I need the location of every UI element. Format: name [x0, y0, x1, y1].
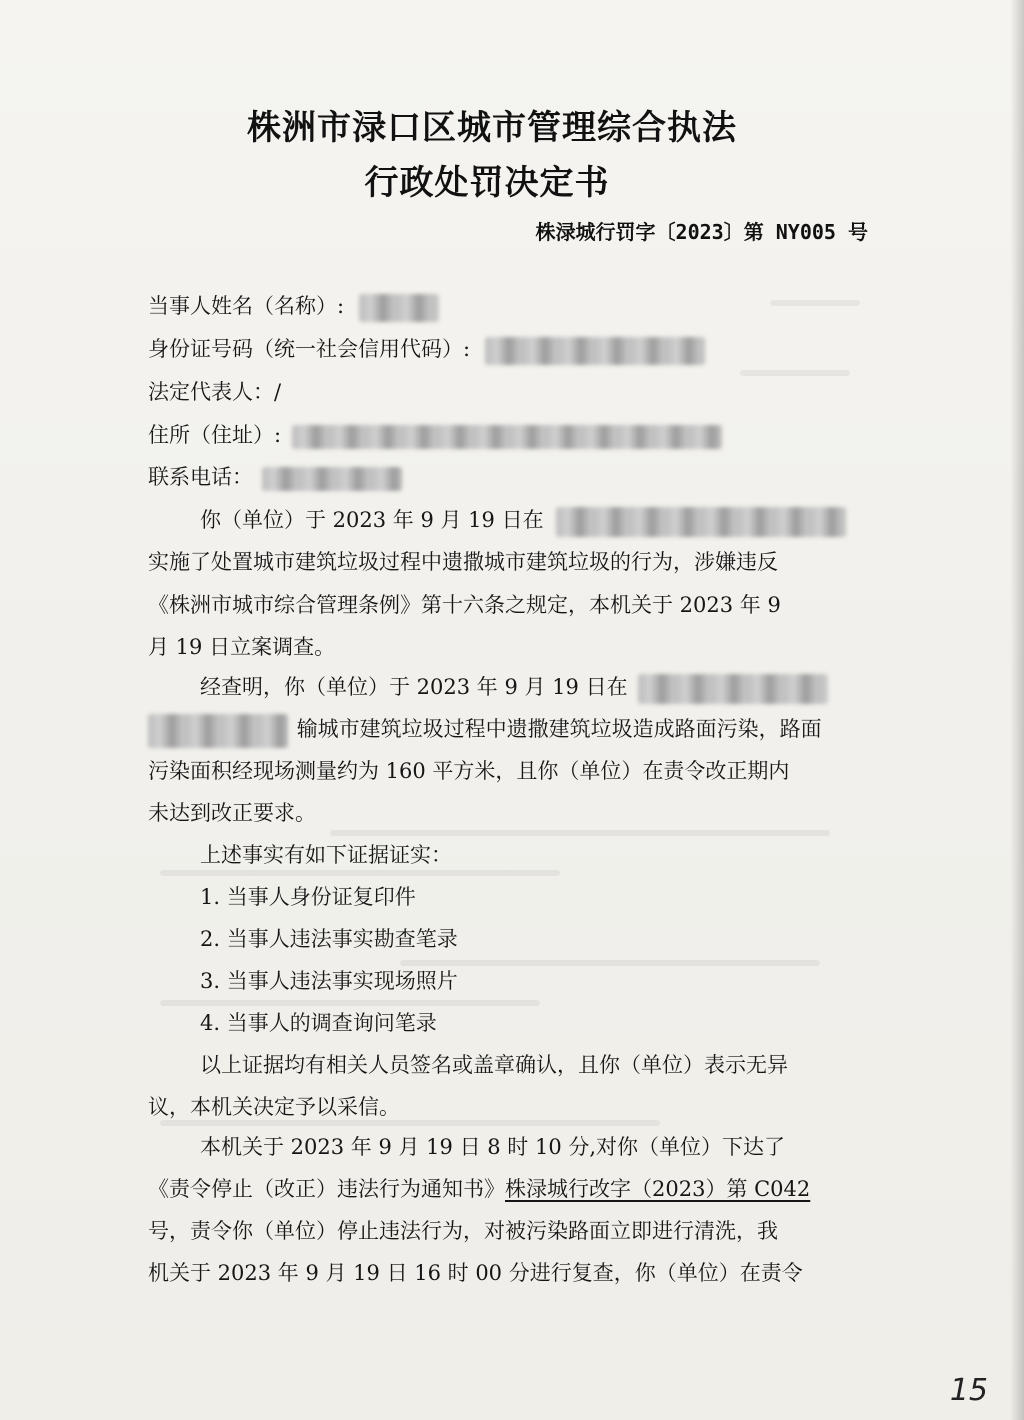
bleed-through-mark — [160, 870, 560, 876]
bleed-through-mark — [740, 370, 850, 376]
evidence-item: 2. 当事人违法事实勘查笔录 — [200, 927, 458, 951]
redacted-location — [148, 714, 288, 748]
legal-rep-row: 法定代表人：/ — [148, 380, 282, 404]
redacted-phone — [262, 467, 402, 491]
paragraph-text: 经查明，你（单位）于 2023 年 9 月 19 日在 — [200, 675, 628, 699]
paragraph-3-line-1: 以上证据均有相关人员签名或盖章确认，且你（单位）表示无异 — [200, 1053, 788, 1077]
party-name-label: 当事人姓名（名称）: — [148, 294, 345, 318]
paragraph-1-line-3: 《株洲市城市综合管理条例》第十六条之规定，本机关于 2023 年 9 — [148, 593, 781, 617]
bleed-through-mark — [160, 1000, 540, 1006]
notice-reference: 株渌城行改字（2023）第 C042 — [505, 1177, 811, 1201]
redacted-location — [556, 507, 846, 537]
page-number: 15 — [949, 1373, 988, 1408]
redacted-id — [485, 337, 705, 365]
bleed-through-mark — [330, 830, 830, 836]
party-id-row — [148, 333, 705, 365]
document-subtitle: 行政处罚决定书 — [364, 163, 610, 203]
paragraph-text: 你（单位）于 2023 年 9 月 19 日在 — [200, 508, 544, 532]
party-id-label: 身份证号码（统一社会信用代码）: — [148, 337, 471, 361]
paragraph-4-line-1: 本机关于 2023 年 9 月 19 日 8 时 10 分,对你（单位）下达了 — [200, 1135, 786, 1159]
paragraph-3-line-2: 议，本机关决定予以采信。 — [148, 1095, 400, 1119]
paragraph-4-line-3: 号，责令你（单位）停止违法行为，对被污染路面立即进行清洗，我 — [148, 1219, 778, 1243]
notice-title: 《责令停止（改正）违法行为通知书》 — [148, 1177, 505, 1201]
paragraph-2-line-1 — [200, 671, 828, 704]
paragraph-1-line-2: 实施了处置城市建筑垃圾过程中遗撒城市建筑垃圾的行为，涉嫌违反 — [148, 550, 778, 574]
evidence-item: 1. 当事人身份证复印件 — [200, 885, 416, 909]
evidence-item: 4. 当事人的调查询问笔录 — [200, 1011, 437, 1035]
bleed-through-mark — [400, 960, 820, 966]
party-address-label: 住所（住址）: — [148, 423, 282, 447]
redacted-name — [359, 294, 439, 322]
redacted-location — [638, 674, 828, 704]
party-phone-label: 联系电话： — [148, 465, 253, 489]
paragraph-2-line-2 — [148, 713, 822, 748]
evidence-intro: 上述事实有如下证据证实： — [200, 843, 452, 867]
document-title: 株洲市渌口区城市管理综合执法 — [247, 108, 737, 148]
bleed-through-mark — [770, 300, 860, 306]
paragraph-text: 输城市建筑垃圾过程中遗撒建筑垃圾造成路面污染，路面 — [296, 717, 822, 741]
party-name-row — [148, 290, 439, 322]
paragraph-4-line-2 — [148, 1173, 810, 1203]
paragraph-4-line-4: 机关于 2023 年 9 月 19 日 16 时 00 分进行复查，你（单位）在责令 — [148, 1261, 803, 1285]
paragraph-2-line-3: 污染面积经现场测量约为 160 平方米，且你（单位）在责令改正期内 — [148, 759, 790, 783]
page-edge-shadow — [1010, 0, 1024, 1420]
paragraph-1-line-1 — [200, 504, 846, 537]
party-phone-row — [148, 461, 402, 491]
paragraph-2-line-4: 未达到改正要求。 — [148, 801, 316, 825]
party-address-row — [148, 419, 722, 449]
document-number: 株渌城行罚字〔2023〕第 NY005 号 — [535, 220, 868, 244]
redacted-address — [292, 425, 722, 449]
paragraph-1-line-4: 月 19 日立案调查。 — [148, 635, 336, 659]
evidence-item: 3. 当事人违法事实现场照片 — [200, 969, 458, 993]
